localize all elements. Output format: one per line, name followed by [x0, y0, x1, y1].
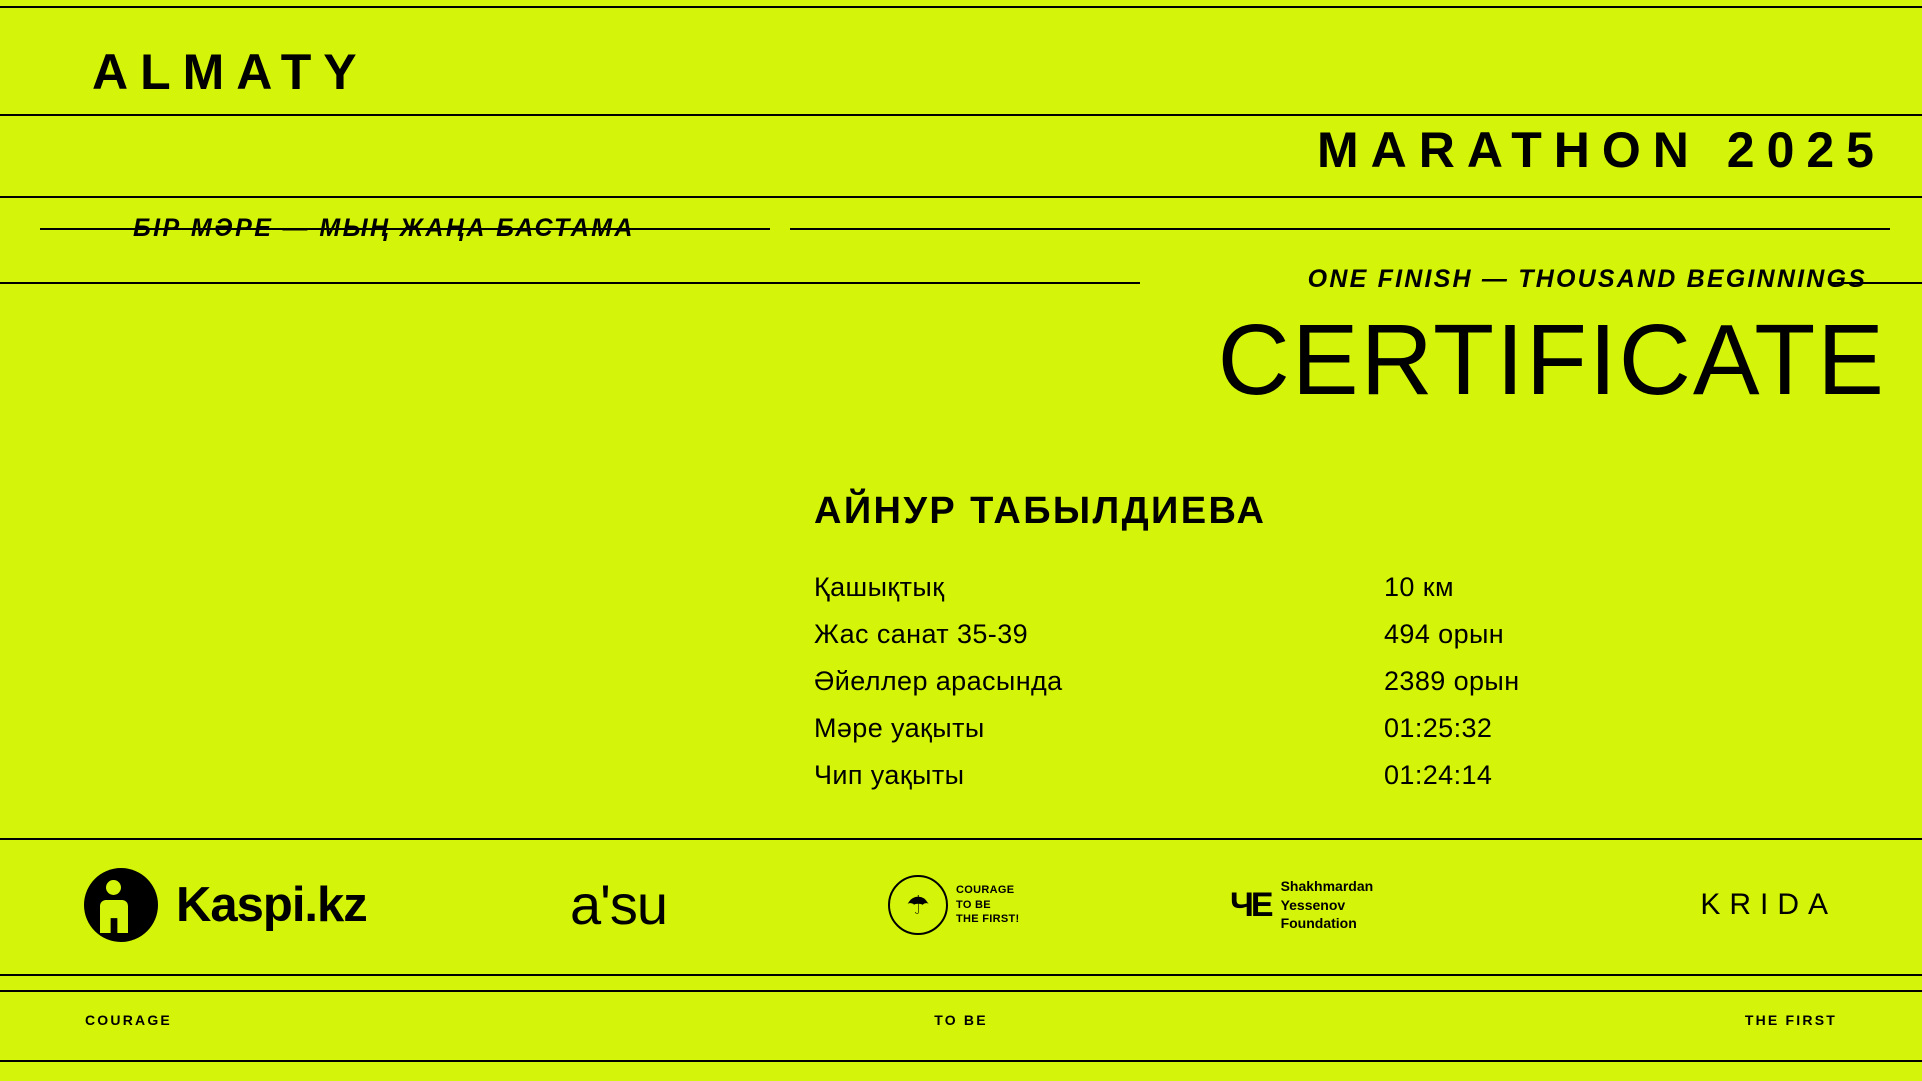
result-label: Қашықтық — [814, 572, 945, 602]
city-title: ALMATY — [92, 44, 369, 100]
event-title: MARATHON 2025 — [1316, 122, 1886, 178]
divider-line — [0, 974, 1922, 976]
courage-fund-line-1: COURAGE — [956, 883, 1015, 896]
result-label: Мәре уақыты — [814, 713, 985, 743]
footer-right: THE FIRST — [1744, 1012, 1837, 1028]
divider-line — [0, 114, 1922, 116]
result-value: 01:25:32 — [1384, 713, 1493, 743]
tagline-english: ONE FINISH — THOUSAND BEGINNINGS — [1307, 265, 1867, 293]
footer — [0, 1012, 1922, 1028]
result-label: Жас санат 35-39 — [814, 619, 1029, 649]
result-value: 2389 орын — [1384, 666, 1520, 696]
kaspi-logo-icon — [84, 868, 158, 942]
sponsor-krida: KRIDA — [1700, 888, 1837, 921]
table-row — [814, 572, 1614, 619]
sponsor-courage-fund — [888, 840, 1020, 970]
result-value: 494 орын — [1384, 619, 1505, 649]
footer-left: COURAGE — [85, 1012, 172, 1028]
yessenov-line-3: Foundation — [1280, 915, 1357, 932]
yessenov-wordmark — [1281, 877, 1374, 932]
result-value: 01:24:14 — [1384, 760, 1493, 790]
divider-line — [0, 990, 1922, 992]
divider-line — [0, 6, 1922, 8]
courage-fund-logo-icon — [888, 875, 948, 935]
yessenov-logo-icon: ЧЕ — [1230, 886, 1271, 924]
table-row — [814, 713, 1614, 760]
results-table — [814, 572, 1614, 807]
yessenov-line-1: Shakhmardan — [1280, 878, 1374, 895]
result-label: Чип уақыты — [814, 760, 965, 790]
divider-line — [0, 282, 1140, 284]
sponsor-strip — [0, 840, 1922, 970]
sponsor-yessenov-foundation — [1230, 840, 1373, 970]
footer-middle: TO BE — [934, 1012, 988, 1028]
runner-figure-icon: ☂ — [906, 890, 930, 920]
divider-line — [790, 228, 1890, 230]
yessenov-line-2: Yessenov — [1280, 896, 1346, 913]
tagline-kazakh: БІР МӘРЕ — МЫҢ ЖАҢА БАСТАМА — [133, 214, 635, 242]
courage-fund-line-2: TO BE — [956, 898, 991, 911]
table-row — [814, 666, 1614, 713]
table-row — [814, 760, 1614, 807]
sponsor-kaspi — [84, 840, 367, 970]
athlete-name: АЙНУР ТАБЫЛДИЕВА — [814, 490, 1267, 532]
divider-line — [0, 196, 1922, 198]
result-label: Әйеллер арасында — [814, 666, 1063, 696]
divider-line — [0, 1060, 1922, 1062]
courage-fund-wordmark — [956, 883, 1020, 928]
kaspi-wordmark: Kaspi.kz — [176, 877, 367, 932]
result-value: 10 км — [1384, 572, 1454, 602]
table-row — [814, 619, 1614, 666]
courage-fund-line-3: THE FIRST! — [956, 913, 1020, 926]
certificate-heading: CERTIFICATE — [1217, 304, 1886, 416]
sponsor-asu: aʹsu — [570, 873, 667, 936]
